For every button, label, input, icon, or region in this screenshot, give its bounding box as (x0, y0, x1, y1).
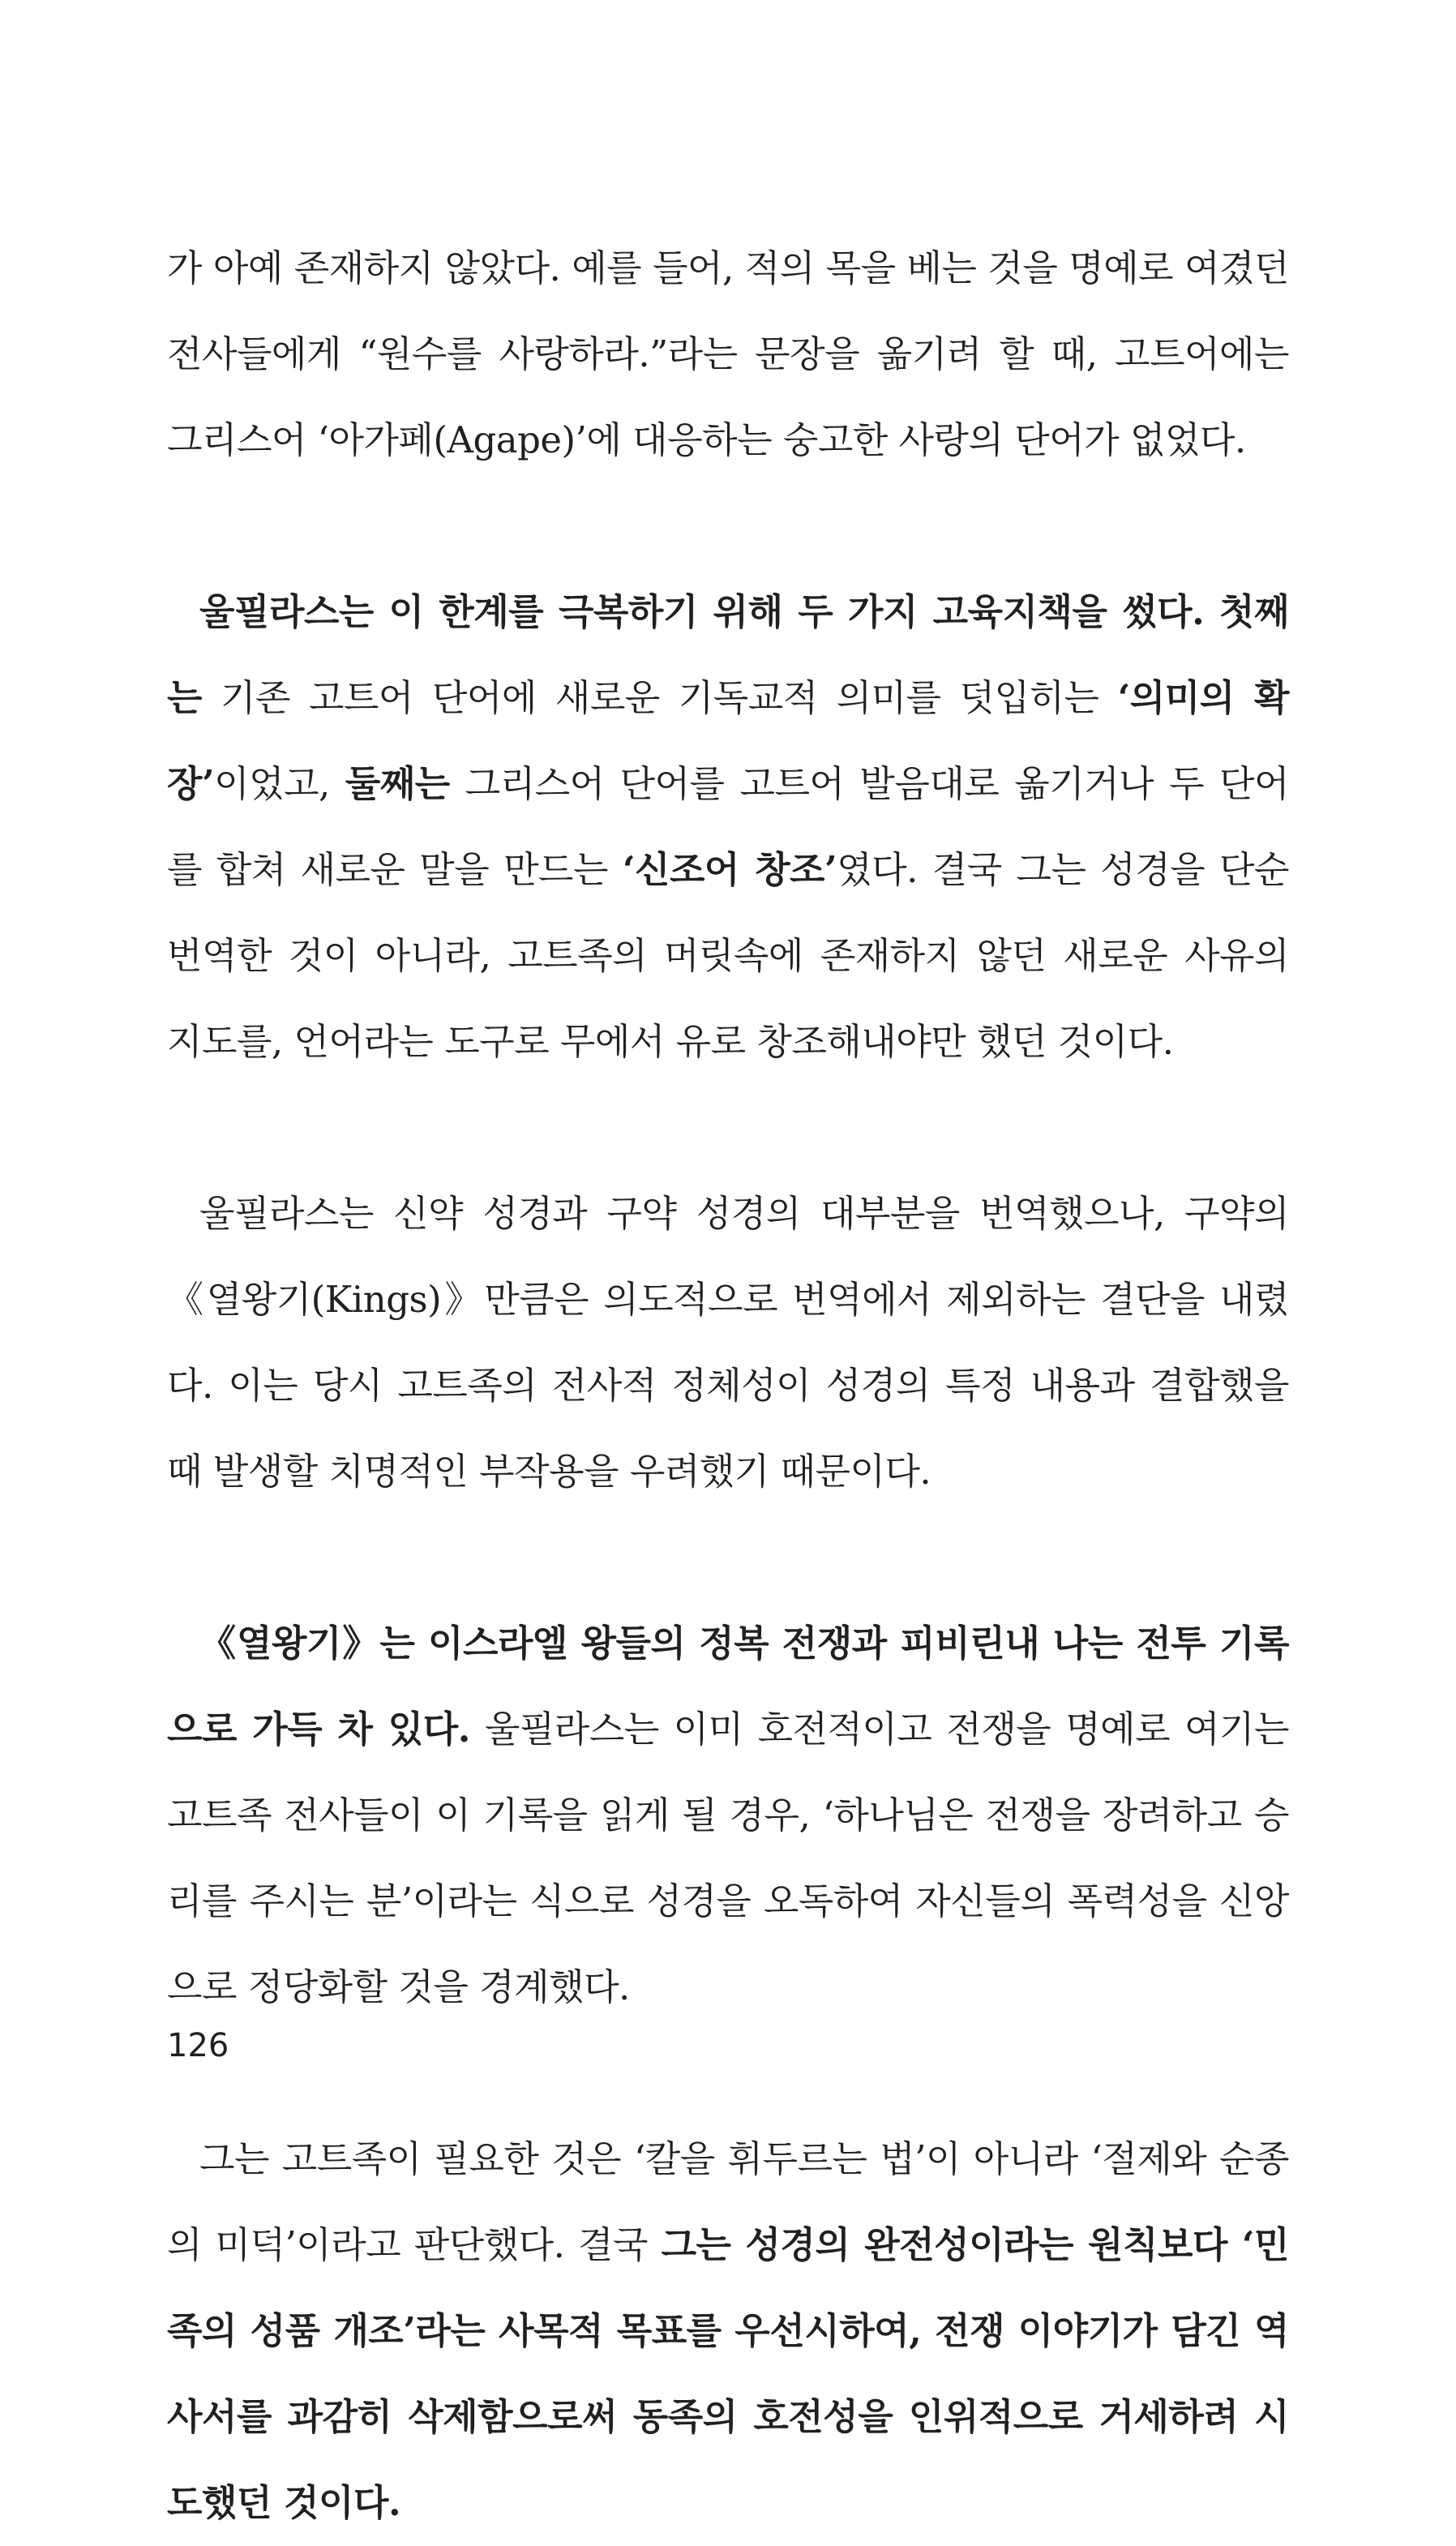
paragraph-5 (167, 2116, 1289, 2546)
page-number: 126 (167, 2027, 229, 2064)
paragraph-2-segment-8: 였다. 결국 그는 성경을 단순 번역한 것이 아니라, 고트족의 머릿속에 존재하지 않던 새로운 사유의 지도를, 언어라는 도구로 무에서 유로 창조해내야만 했던 것이다. (167, 848, 1289, 1063)
paragraph-4 (167, 1601, 1289, 2030)
paragraph-2-segment-1: 울필라스는 이 한계를 극복하기 위해 두 가지 고육지책을 썼다. 첫째는 (167, 590, 1289, 719)
paragraph-1 (167, 225, 1289, 483)
paragraph-5-segment-1: 그는 고트족이 필요한 것은 ‘칼을 휘두르는 법’이 아니라 ‘절제와 순종의 미덕’이라고 판단했다. 결국 (167, 2137, 1289, 2266)
paragraph-2-segment-2: 기존 고트어 단어에 새로운 기독교적 의미를 덧입히는 (201, 676, 1118, 719)
paragraph-4-segment-1: 《열왕기》는 이스라엘 왕들의 정복 전쟁과 피비린내 나는 전투 기록으로 가득 차 있다. (167, 1622, 1289, 1751)
paragraph-1-segment-1: 가 아예 존재하지 않았다. 예를 들어, 적의 목을 베는 것을 명예로 여겼던 전사들에게 “원수를 사랑하라.”라는 문장을 옮기려 할 때, 고트어에는 그리스어 ‘아가페(Agape)’에 대응하는 숭고한 사랑의 단어가 없었다. (167, 246, 1289, 461)
body-text (167, 225, 1289, 2546)
paragraph-2 (167, 569, 1289, 1085)
paragraph-3 (167, 1171, 1289, 1515)
paragraph-2-segment-7: ‘신조어 창조’ (622, 848, 837, 891)
paragraph-2-segment-4: 이었고, (214, 762, 345, 805)
paragraph-2-segment-3: ‘의미의 확장’ (167, 676, 1289, 805)
paragraph-2-segment-6: 그리스어 단어를 고트어 발음대로 옮기거나 두 단어를 합쳐 새로운 말을 만드는 (167, 762, 1289, 891)
paragraph-5-segment-2: 그는 성경의 완전성이라는 원칙보다 ‘민족의 성품 개조’라는 사목적 목표를 우선시하여, 전쟁 이야기가 담긴 역사서를 과감히 삭제함으로써 동족의 호전성을 인위적으로 거세하려 시도했던 것이다. (167, 2223, 1290, 2524)
paragraph-2-segment-5: 둘째는 (345, 762, 450, 805)
paragraph-4-segment-2: 울필라스는 이미 호전적이고 전쟁을 명예로 여기는 고트족 전사들이 이 기록을 읽게 될 경우, ‘하나님은 전쟁을 장려하고 승리를 주시는 분’이라는 식으로 성경을 오독하여 자신들의 폭력성을 신앙으로 정당화할 것을 경계했다. (167, 1708, 1289, 2008)
paragraph-3-segment-1: 울필라스는 신약 성경과 구약 성경의 대부분을 번역했으나, 구약의 《열왕기(Kings)》만큼은 의도적으로 번역에서 제외하는 결단을 내렸다. 이는 당시 고트족의 전사적 정체성이 성경의 특정 내용과 결합했을 때 발생할 치명적인 부작용을 우려했기 때문이다. (167, 1192, 1289, 1493)
